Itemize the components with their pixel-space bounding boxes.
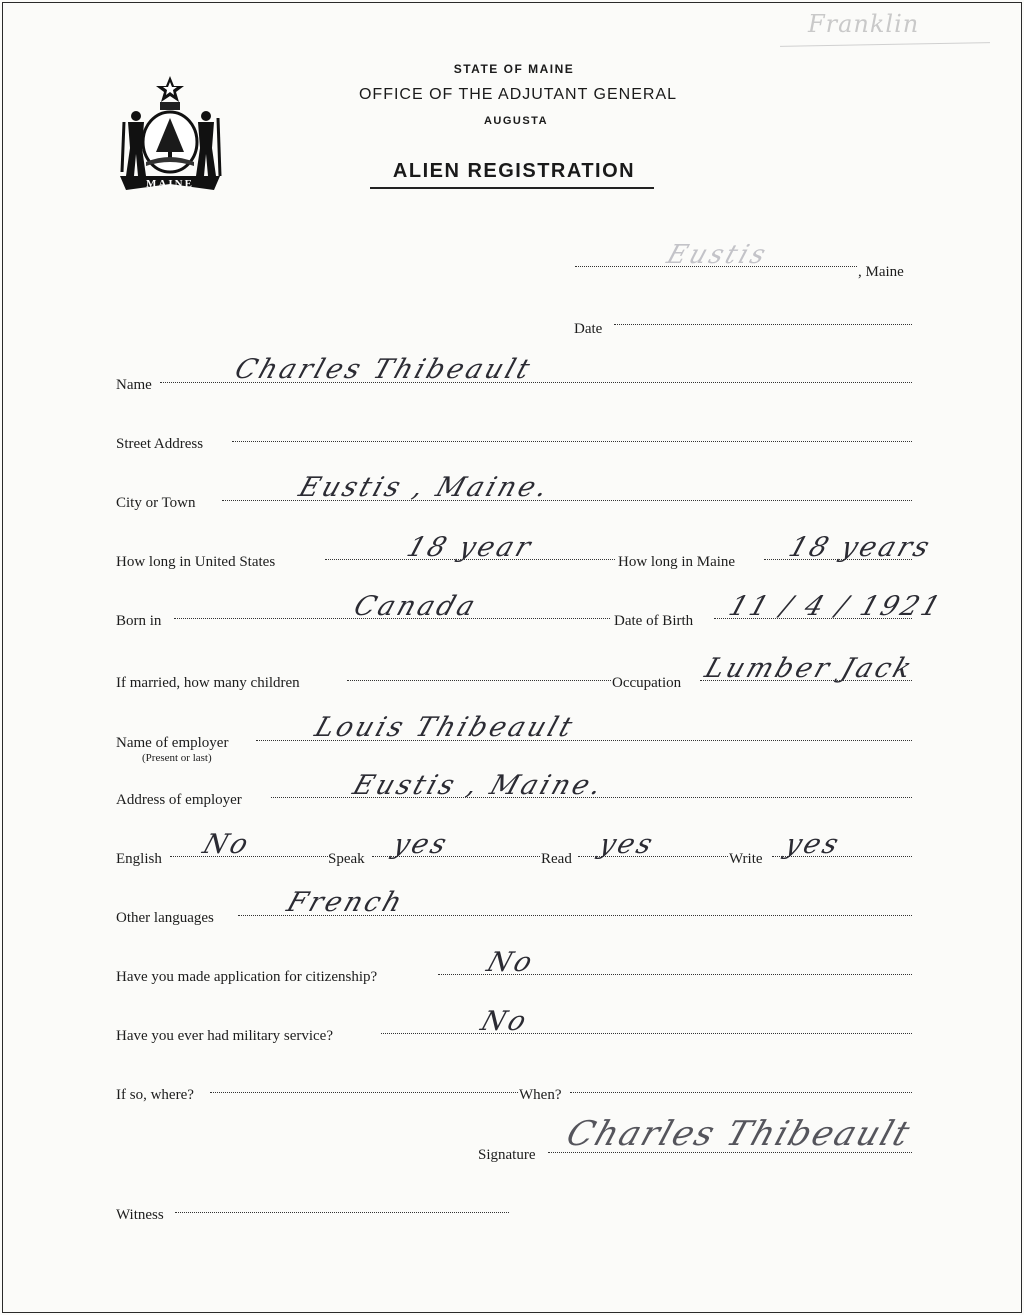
other-languages-label: Other languages [116,910,214,926]
street-address-label: Street Address [116,436,204,452]
write-label: Write [729,851,763,867]
witness-line [175,1212,509,1213]
header-office: OFFICE OF THE ADJUTANT GENERAL [358,86,678,103]
military-label: Have you ever had military service? [116,1028,333,1044]
employer-address-label: Address of employer [116,792,242,808]
military-line [381,1033,912,1034]
city-value[interactable]: Eustis , Maine. [294,472,555,503]
employer-name-label: Name of employer [116,735,229,751]
employer-name-sublabel: (Present or last) [142,752,212,764]
children-line [347,680,611,681]
how-long-maine-label: How long in Maine [618,554,736,570]
citizenship-label: Have you made application for citizenship? [116,969,378,985]
how-long-maine-value[interactable]: 18 years [784,532,937,563]
street-address-line [232,441,912,442]
speak-label: Speak [328,851,365,867]
occupation-value[interactable]: Lumber Jack [700,653,919,684]
when-label: When? [519,1087,562,1103]
name-label: Name [116,377,152,393]
place-value[interactable]: Eustis [663,240,773,270]
name-value[interactable]: Charles Thibeault [230,354,537,385]
witness-label: Witness [116,1207,164,1223]
citizenship-value[interactable]: No [482,947,539,978]
where-line [210,1092,518,1093]
date-of-birth-value[interactable]: 11 / 4 / 1921 [724,591,947,622]
born-in-label: Born in [116,613,162,629]
english-line [170,856,328,857]
write-value[interactable]: yes [780,829,846,860]
children-label: If married, how many children [116,675,300,691]
born-in-value[interactable]: Canada [349,591,482,622]
english-value[interactable]: No [198,829,255,860]
english-label: English [116,851,162,867]
when-line [570,1092,912,1093]
where-label: If so, where? [116,1087,194,1103]
how-long-us-value[interactable]: 18 year [402,532,538,563]
read-value[interactable]: yes [594,829,660,860]
date-of-birth-label: Date of Birth [614,613,694,629]
form-title: ALIEN REGISTRATION [392,160,636,182]
signature-value[interactable]: Charles Thibeault [561,1114,917,1154]
corner-pencil-note: Franklin [808,10,920,38]
signature-label: Signature [478,1147,536,1163]
header-city: AUGUSTA [483,115,549,127]
city-label: City or Town [116,495,196,511]
how-long-us-label: How long in United States [116,554,276,570]
occupation-label: Occupation [612,675,682,691]
seal-banner-text: MAINE [146,178,194,190]
speak-value[interactable]: yes [388,829,454,860]
employer-address-value[interactable]: Eustis , Maine. [348,770,609,801]
read-label: Read [541,851,572,867]
date-label: Date [574,321,603,337]
title-underline [370,187,654,189]
header-state: STATE OF MAINE [453,62,575,76]
other-languages-value[interactable]: French [282,887,409,918]
place-suffix: , Maine [858,264,904,280]
military-value[interactable]: No [476,1006,533,1037]
employer-name-value[interactable]: Louis Thibeault [310,712,579,743]
date-line [614,324,912,325]
